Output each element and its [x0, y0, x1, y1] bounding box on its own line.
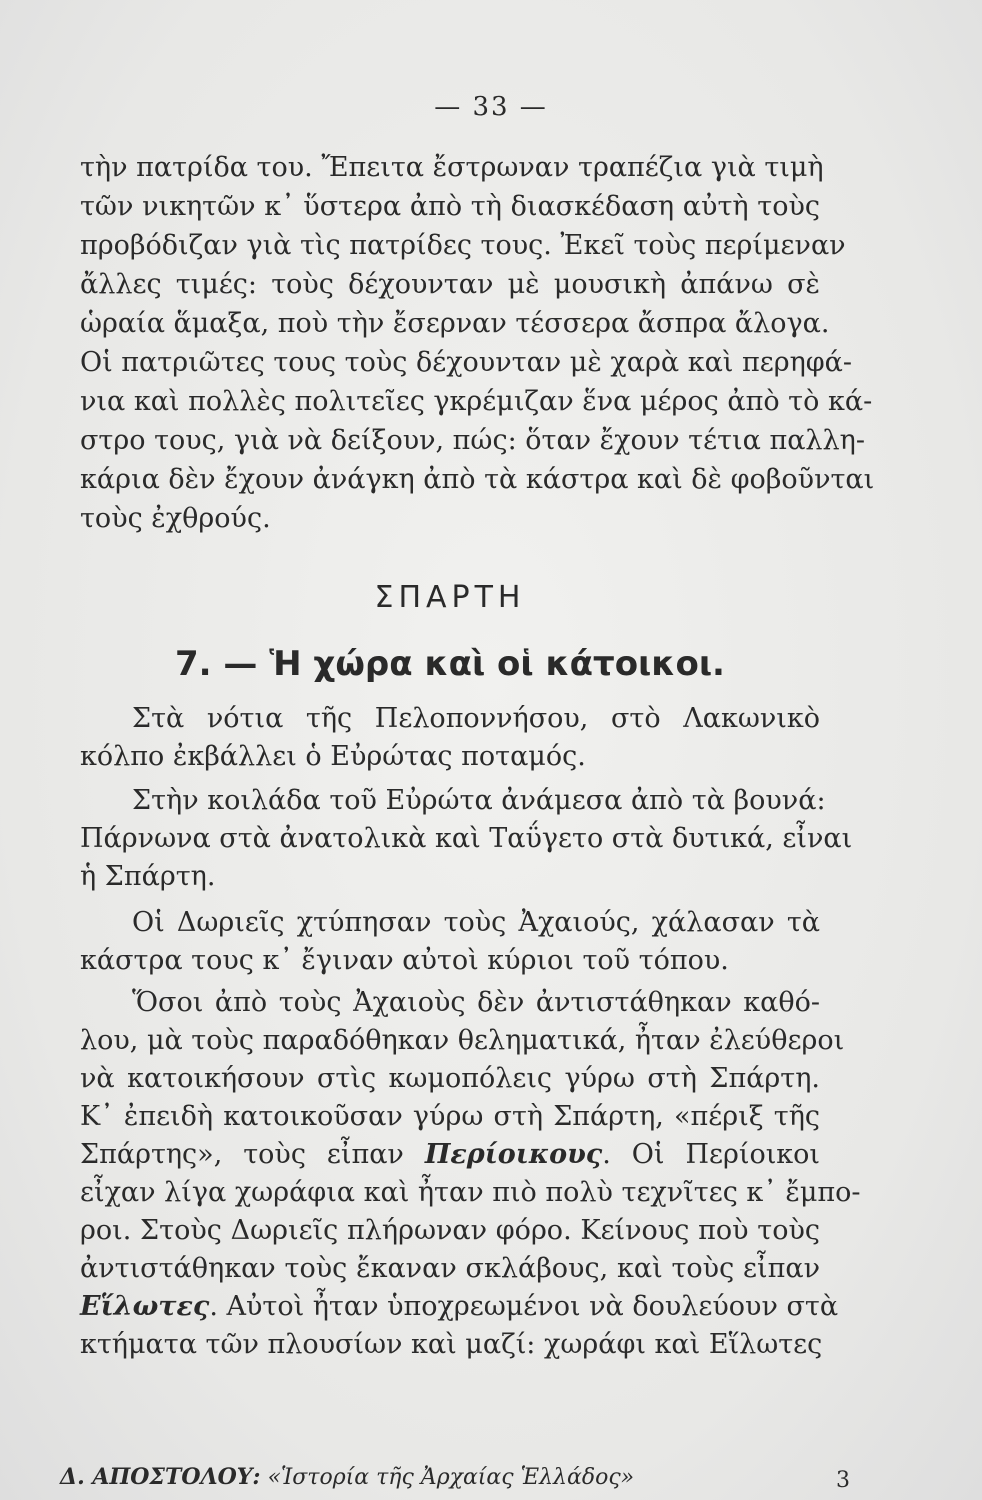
paragraph-valley [80, 782, 853, 896]
text-line: τῶν νικητῶν κ᾽ ὕστερα ἀπὸ τὴ διασκέδαση αὐτὴ τοὺς [80, 191, 820, 222]
footer-sheet-number: 3 [836, 1468, 850, 1493]
chapter-heading: 7. — Ἡ χώρα καὶ οἱ κάτοικοι. [175, 644, 725, 684]
term-perioikoi: Περίοικους [424, 1139, 603, 1170]
text-line: νὰ κατοικήσουν στὶς κωμοπόλεις γύρω στὴ Σπάρτη. [80, 1063, 820, 1094]
text-line: ὡραία ἅμαξα, ποὺ τὴν ἔσερναν τέσσερα ἄσπρα ἄλογα. [80, 308, 830, 339]
text-line: κτήματα τῶν πλουσίων καὶ μαζί: χωράφι καὶ Εἵλωτες [80, 1329, 823, 1360]
text-fragment: Σπάρτης», τοὺς εἶπαν [80, 1139, 404, 1170]
text-line: στρο τους, γιὰ νὰ δείξουν, πώς: ὅταν ἔχουν τέτια παλλη- [80, 425, 865, 456]
text-line: τοὺς ἐχθρούς. [80, 503, 271, 534]
text-line: ἡ Σπάρτη. [80, 861, 216, 892]
term-heilotes: Εἵλωτες [80, 1291, 210, 1322]
text-line: Ὅσοι ἀπὸ τοὺς Ἀχαιοὺς δὲν ἀντιστάθηκαν καθό- [132, 987, 820, 1018]
paragraph-location [80, 700, 820, 776]
text-line: κάστρα τους κ᾽ ἔγιναν αὐτοὶ κύριοι τοῦ τόπου. [80, 945, 729, 976]
text-line: ἀντιστάθηκαν τοὺς ἔκαναν σκλάβους, καὶ τοὺς εἶπαν [80, 1253, 820, 1284]
text-line: Πάρνωνα στὰ ἀνατολικὰ καὶ Ταΰγετο στὰ δυτικά, εἶναι [80, 823, 853, 854]
text-line: ἄλλες τιμές: τοὺς δέχουνταν μὲ μουσικὴ ἀπάνω σὲ [80, 269, 820, 300]
footer-author: Δ. ΑΠΟΣΤΟΛΟΥ: [60, 1464, 261, 1490]
text-line: Στὰ νότια τῆς Πελοποννήσου, στὸ Λακωνικὸ [132, 703, 820, 734]
text-line: προβόδιζαν γιὰ τὶς πατρίδες τους. Ἐκεῖ τοὺς περίμεναν [80, 230, 846, 261]
page-number: — 33 — [434, 92, 548, 122]
text-line: Οἱ Δωριεῖς χτύπησαν τοὺς Ἀχαιούς, χάλασαν τὰ [132, 907, 820, 938]
paragraph-athletes-honors [80, 148, 875, 538]
text-line: λου, μὰ τοὺς παραδόθηκαν θεληματικά, ἦταν ἐλεύθεροι [80, 1025, 845, 1056]
text-line-with-term [80, 1288, 839, 1326]
text-line: ροι. Στοὺς Δωριεῖς πλήρωναν φόρο. Κείνους ποὺ τοὺς [80, 1215, 820, 1246]
text-line: Οἱ πατριῶτες τους τοὺς δέχουνταν μὲ χαρὰ καὶ περηφά- [80, 347, 853, 378]
text-line: εἶχαν λίγα χωράφια καὶ ἦταν πιὸ πολὺ τεχνῖτες κ᾽ ἔμπο- [80, 1177, 861, 1208]
text-line: νια καὶ πολλὲς πολιτεῖες γκρέμιζαν ἕνα μέρος ἀπὸ τὸ κά- [80, 386, 873, 417]
page-footer [60, 1464, 920, 1493]
text-line: τὴν πατρίδα του. Ἔπειτα ἔστρωναν τραπέζια γιὰ τιμὴ [80, 152, 824, 183]
text-line: κόλπο ἐκβάλλει ὁ Εὐρώτας ποταμός. [80, 741, 586, 772]
text-fragment: . Οἱ Περίοικοι [602, 1139, 820, 1170]
paragraph-perioikoi-helots [80, 984, 861, 1364]
section-heading: ΣΠΑΡΤΗ [374, 580, 526, 615]
text-line: κάρια δὲν ἔχουν ἀνάγκη ἀπὸ τὰ κάστρα καὶ δὲ φοβοῦνται [80, 464, 875, 495]
text-line: Στὴν κοιλάδα τοῦ Εὐρώτα ἀνάμεσα ἀπὸ τὰ βουνά: [132, 785, 826, 816]
text-fragment: . Αὐτοὶ ἦταν ὑποχρεωμένοι νὰ δουλεύουν στὰ [209, 1291, 839, 1322]
paragraph-dorians [80, 904, 820, 980]
footer-book-title: «Ἱστορία τῆς Ἀρχαίας Ἑλλάδος» [267, 1465, 635, 1490]
text-line: Κ᾽ ἐπειδὴ κατοικοῦσαν γύρω στὴ Σπάρτη, «πέριξ τῆς [80, 1101, 820, 1132]
text-line-with-term [80, 1136, 820, 1174]
